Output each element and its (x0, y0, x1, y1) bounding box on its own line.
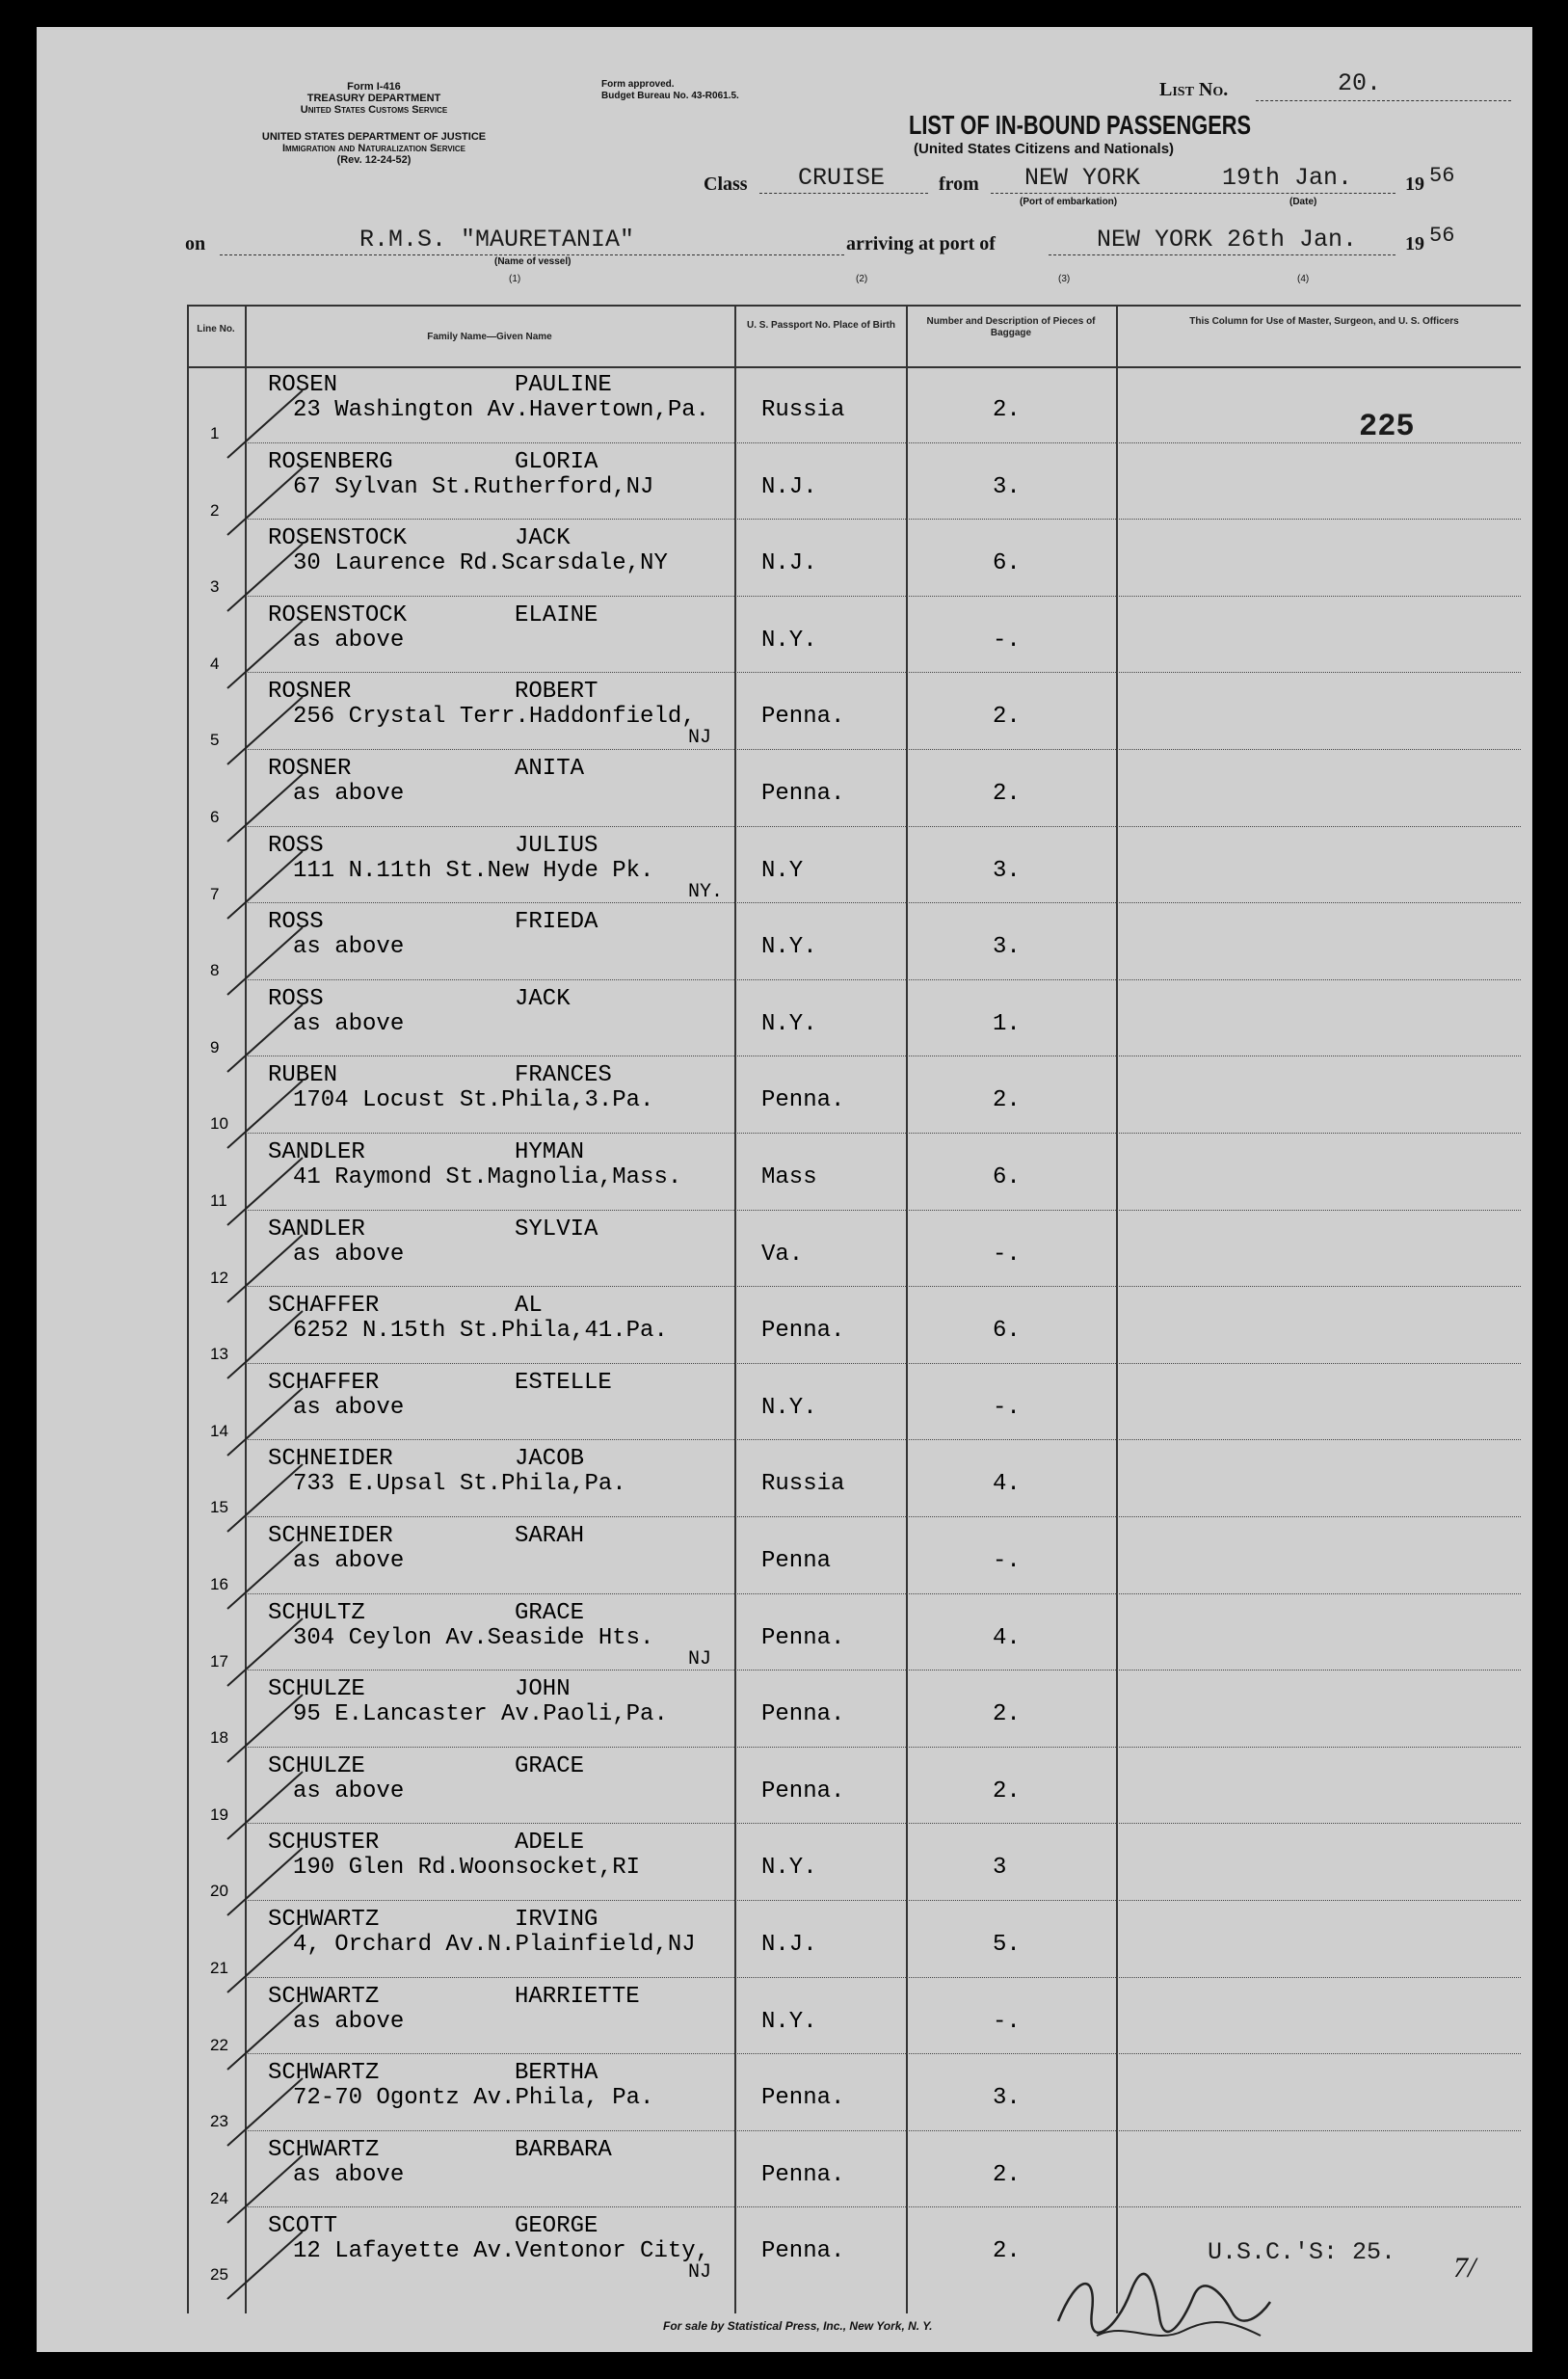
header-officers: This Column for Use of Master, Surgeon, and U. S. Officers (1189, 316, 1459, 327)
given-name: FRANCES (515, 1062, 612, 1089)
table-row (187, 1056, 1521, 1134)
family-name: SCOTT (268, 2213, 338, 2240)
line-number: 7 (210, 884, 220, 903)
line-number: 3 (210, 577, 220, 597)
place-of-birth: N.Y (761, 857, 804, 884)
header-passport: U. S. Passport No. Place of Birth (747, 320, 895, 331)
given-name: JACK (515, 525, 571, 552)
class-line (759, 193, 928, 194)
given-name: JULIUS (515, 832, 598, 859)
address: 95 E.Lancaster Av.Paoli,Pa. (293, 1701, 668, 1728)
place-of-birth: N.Y. (761, 1010, 817, 1037)
baggage-count: 4. (993, 1624, 1021, 1651)
from-label: from (939, 174, 979, 195)
address: as above (293, 627, 405, 654)
address-continued: NJ (688, 2261, 712, 2285)
family-name: SCHWARTZ (268, 2136, 380, 2163)
given-name: HYMAN (515, 1139, 585, 1165)
family-name: RUBEN (268, 1062, 338, 1089)
table-row (187, 1671, 1521, 1748)
table-row (187, 1287, 1521, 1364)
corner-mark: 7/ (1453, 2252, 1476, 2284)
header-name: Family Name—Given Name (427, 332, 552, 342)
place-of-birth: Penna. (761, 2238, 845, 2265)
table-row (187, 2054, 1521, 2131)
address: as above (293, 781, 405, 807)
line-number: 10 (210, 1114, 228, 1134)
line-number: 13 (210, 1345, 228, 1364)
table-row (187, 673, 1521, 750)
place-of-birth: Penna. (761, 1701, 845, 1728)
usc-note: U.S.C.'S: 25. (1208, 2238, 1396, 2266)
line-number: 1 (210, 424, 220, 442)
line-number: 25 (210, 2265, 228, 2285)
baggage-count: 3. (993, 473, 1021, 500)
place-of-birth: N.Y. (761, 627, 817, 654)
baggage-count: 2. (993, 1778, 1021, 1804)
header-line-no: Line No. (197, 324, 235, 334)
address: 67 Sylvan St.Rutherford,NJ (293, 473, 654, 500)
baggage-count: 2. (993, 2161, 1021, 2188)
baggage-count: 2. (993, 704, 1021, 731)
given-name: GLORIA (515, 448, 598, 475)
baggage-count: -. (993, 1548, 1021, 1574)
address: as above (293, 1010, 405, 1037)
place-of-birth: Penna. (761, 1624, 845, 1651)
address: 6252 N.15th St.Phila,41.Pa. (293, 1318, 668, 1345)
family-name: SCHULZE (268, 1676, 365, 1703)
given-name: GRACE (515, 1752, 585, 1779)
passenger-table (187, 305, 1521, 2313)
baggage-count: 3. (993, 934, 1021, 961)
given-name: SYLVIA (515, 1216, 598, 1243)
list-no-label: List No. (1159, 79, 1229, 100)
family-name: ROSS (268, 985, 324, 1012)
from-year: 56 (1429, 164, 1455, 188)
family-name: SCHNEIDER (268, 1523, 393, 1549)
table-row (187, 1440, 1521, 1517)
baggage-count: 5. (993, 1932, 1021, 1958)
given-name: HARRIETTE (515, 1983, 640, 2010)
table-row (187, 366, 1521, 443)
baggage-count: 3. (993, 2085, 1021, 2112)
line-number: 15 (210, 1498, 228, 1517)
line-number: 2 (210, 500, 220, 520)
given-name: AL (515, 1293, 543, 1320)
baggage-count: 3 (993, 1855, 1007, 1882)
place-of-birth: N.Y. (761, 2008, 817, 2035)
baggage-count: 2. (993, 2238, 1021, 2265)
place-of-birth: N.J. (761, 473, 817, 500)
line-number: 21 (210, 1959, 228, 1977)
baggage-count: 2. (993, 781, 1021, 807)
given-name: JOHN (515, 1676, 571, 1703)
address: 23 Washington Av.Havertown,Pa. (293, 397, 710, 423)
caption-3: (3) (1058, 274, 1071, 284)
baggage-count: 6. (993, 550, 1021, 577)
given-name: ELAINE (515, 601, 598, 628)
line-number: 16 (210, 1575, 228, 1593)
vessel-line (220, 254, 844, 255)
address-continued: NJ (688, 1647, 712, 1671)
family-name: SCHAFFER (268, 1369, 380, 1396)
line-number: 8 (210, 961, 220, 980)
table-row (187, 1517, 1521, 1594)
line-number: 11 (210, 1191, 227, 1210)
line-number: 9 (210, 1037, 220, 1056)
form-number: Form I-416 (347, 81, 401, 93)
address: 30 Laurence Rd.Scarsdale,NY (293, 550, 668, 577)
line-number: 14 (210, 1421, 228, 1440)
baggage-count: -. (993, 627, 1021, 654)
place-of-birth: N.J. (761, 1932, 817, 1958)
table-row (187, 1594, 1521, 1671)
table-row (187, 2131, 1521, 2208)
address: as above (293, 934, 405, 961)
table-row (187, 597, 1521, 674)
family-name: ROSS (268, 832, 324, 859)
baggage-count: 2. (993, 1701, 1021, 1728)
family-name: ROSENSTOCK (268, 525, 408, 552)
arrival-year-prefix: 19 (1405, 233, 1424, 254)
baggage-count: -. (993, 2008, 1021, 2035)
given-name: BARBARA (515, 2136, 612, 2163)
vessel-name: R.M.S. "MAURETANIA" (359, 226, 635, 254)
from-date: 19th Jan. (1222, 164, 1353, 192)
line-number: 12 (210, 1268, 228, 1287)
address-continued: NY. (688, 880, 724, 903)
place-of-birth: Penna. (761, 1087, 845, 1114)
baggage-count: 6. (993, 1164, 1021, 1190)
place-of-birth: Penna. (761, 704, 845, 731)
address: 190 Glen Rd.Woonsocket,RI (293, 1855, 641, 1882)
table-row (187, 980, 1521, 1057)
table-row (187, 1978, 1521, 2055)
class-value: CRUISE (798, 164, 886, 192)
table-row (187, 520, 1521, 597)
document-page (37, 27, 1532, 2352)
arriving-label: arriving at port of (846, 233, 996, 254)
class-label: Class (704, 174, 748, 195)
given-name: ROBERT (515, 679, 598, 706)
baggage-count: -. (993, 1394, 1021, 1421)
table-row (187, 443, 1521, 521)
on-label: on (185, 233, 206, 254)
list-no-line (1256, 100, 1511, 101)
address: 1704 Locust St.Phila,3.Pa. (293, 1087, 654, 1114)
line-number: 22 (210, 2035, 228, 2054)
place-of-birth: Penna. (761, 781, 845, 807)
family-name: ROSNER (268, 756, 352, 782)
customs-service: United States Customs Service (300, 104, 448, 116)
family-name: ROSS (268, 909, 324, 936)
table-row (187, 827, 1521, 904)
from-port: NEW YORK (1024, 164, 1141, 192)
family-name: SCHWARTZ (268, 1907, 380, 1933)
place-of-birth: Penna. (761, 2161, 845, 2188)
baggage-count: 2. (993, 1087, 1021, 1114)
place-of-birth: N.Y. (761, 934, 817, 961)
arrival-port: NEW YORK 26th Jan. (1097, 226, 1358, 254)
budget-bureau: Budget Bureau No. 43-R061.5. (601, 91, 739, 101)
table-row (187, 1211, 1521, 1288)
given-name: ANITA (515, 756, 585, 782)
address: 256 Crystal Terr.Haddonfield, (293, 704, 696, 731)
footer-printer: For sale by Statistical Press, Inc., New York, N. Y. (663, 2319, 933, 2333)
place-of-birth: Penna. (761, 1318, 845, 1345)
vessel-caption: (Name of vessel) (494, 256, 571, 267)
caption-1: (1) (509, 274, 521, 284)
line-number: 18 (210, 1728, 228, 1748)
address: as above (293, 1778, 405, 1804)
address: as above (293, 1548, 405, 1574)
family-name: SCHULZE (268, 1752, 365, 1779)
caption-4: (4) (1297, 274, 1310, 284)
table-row (187, 1901, 1521, 1978)
arrival-line (1049, 254, 1395, 255)
given-name: FRIEDA (515, 909, 598, 936)
given-name: GRACE (515, 1599, 585, 1626)
family-name: SCHNEIDER (268, 1446, 393, 1473)
family-name: ROSNER (268, 679, 352, 706)
address: 304 Ceylon Av.Seaside Hts. (293, 1624, 654, 1651)
address: 111 N.11th St.New Hyde Pk. (293, 857, 654, 884)
line-number: 5 (210, 731, 220, 750)
given-name: GEORGE (515, 2213, 598, 2240)
address: 733 E.Upsal St.Phila,Pa. (293, 1471, 626, 1498)
address: 41 Raymond St.Magnolia,Mass. (293, 1164, 682, 1190)
place-of-birth: Va. (761, 1241, 804, 1268)
given-name: BERTHA (515, 2060, 598, 2087)
address: as above (293, 1394, 405, 1421)
date-caption: (Date) (1289, 197, 1317, 207)
address: 4, Orchard Av.N.Plainfield,NJ (293, 1932, 696, 1958)
place-of-birth: N.J. (761, 550, 817, 577)
family-name: SANDLER (268, 1139, 365, 1165)
baggage-count: 1. (993, 1010, 1021, 1037)
place-of-birth: Mass (761, 1164, 817, 1190)
table-row (187, 1748, 1521, 1825)
family-name: SCHWARTZ (268, 2060, 380, 2087)
line-number: 6 (210, 808, 220, 826)
given-name: JACOB (515, 1446, 585, 1473)
baggage-count: -. (993, 1241, 1021, 1268)
given-name: ESTELLE (515, 1369, 612, 1396)
family-name: ROSEN (268, 372, 338, 398)
family-name: ROSENSTOCK (268, 601, 408, 628)
justice-dept: UNITED STATES DEPARTMENT OF JUSTICE (261, 131, 487, 143)
family-name: ROSENBERG (268, 448, 393, 475)
line-number: 23 (210, 2112, 228, 2131)
line-number: 19 (210, 1804, 228, 1824)
table-row (187, 1134, 1521, 1211)
address: as above (293, 2008, 405, 2035)
address: 12 Lafayette Av.Ventonor City, (293, 2238, 710, 2265)
ins-service: Immigration and Naturalization Service (281, 143, 465, 154)
place-of-birth: Russia (761, 1471, 845, 1498)
baggage-count: 4. (993, 1471, 1021, 1498)
caption-2: (2) (856, 274, 868, 284)
line-number: 20 (210, 1882, 228, 1901)
officer-signature (1039, 2263, 1289, 2350)
given-name: IRVING (515, 1907, 598, 1933)
address: as above (293, 1241, 405, 1268)
baggage-count: 2. (993, 397, 1021, 423)
place-of-birth: Russia (761, 397, 845, 423)
baggage-count: 3. (993, 857, 1021, 884)
place-of-birth: Penna (761, 1548, 832, 1574)
given-name: PAULINE (515, 372, 612, 398)
given-name: JACK (515, 985, 571, 1012)
check-mark-icon (226, 2227, 312, 2304)
revision: (Rev. 12-24-52) (336, 154, 412, 166)
table-row (187, 750, 1521, 827)
treasury-dept: TREASURY DEPARTMENT (306, 93, 441, 104)
place-of-birth: Penna. (761, 2085, 845, 2112)
place-of-birth: N.Y. (761, 1855, 817, 1882)
place-of-birth: N.Y. (761, 1394, 817, 1421)
family-name: SCHUSTER (268, 1830, 380, 1857)
table-row (187, 903, 1521, 980)
table-row (187, 1364, 1521, 1441)
given-name: SARAH (515, 1523, 585, 1549)
family-name: SANDLER (268, 1216, 365, 1243)
address: 72-70 Ogontz Av.Phila, Pa. (293, 2085, 654, 2112)
port-caption: (Port of embarkation) (1020, 197, 1118, 207)
from-line (991, 193, 1395, 194)
baggage-count: 6. (993, 1318, 1021, 1345)
line-number: 24 (210, 2188, 228, 2207)
address: as above (293, 2161, 405, 2188)
form-approved: Form approved. (601, 79, 675, 90)
place-of-birth: Penna. (761, 1778, 845, 1804)
stamp-number: 225 (1359, 409, 1415, 444)
form-subtitle: (United States Citizens and Nationals) (914, 141, 1175, 157)
family-name: SCHULTZ (268, 1599, 365, 1626)
address-continued: NJ (688, 727, 712, 750)
family-name: SCHWARTZ (268, 1983, 380, 2010)
list-no-value: 20. (1338, 69, 1382, 97)
family-name: SCHAFFER (268, 1293, 380, 1320)
arrival-year: 56 (1429, 224, 1455, 248)
given-name: ADELE (515, 1830, 585, 1857)
line-number: 4 (210, 654, 220, 673)
header-baggage: Number and Description of Pieces of Baggage (926, 316, 1096, 338)
year-prefix: 19 (1405, 174, 1424, 195)
form-title: LIST OF IN-BOUND PASSENGERS (909, 110, 1252, 140)
table-row (187, 1824, 1521, 1901)
line-number: 17 (210, 1651, 228, 1671)
